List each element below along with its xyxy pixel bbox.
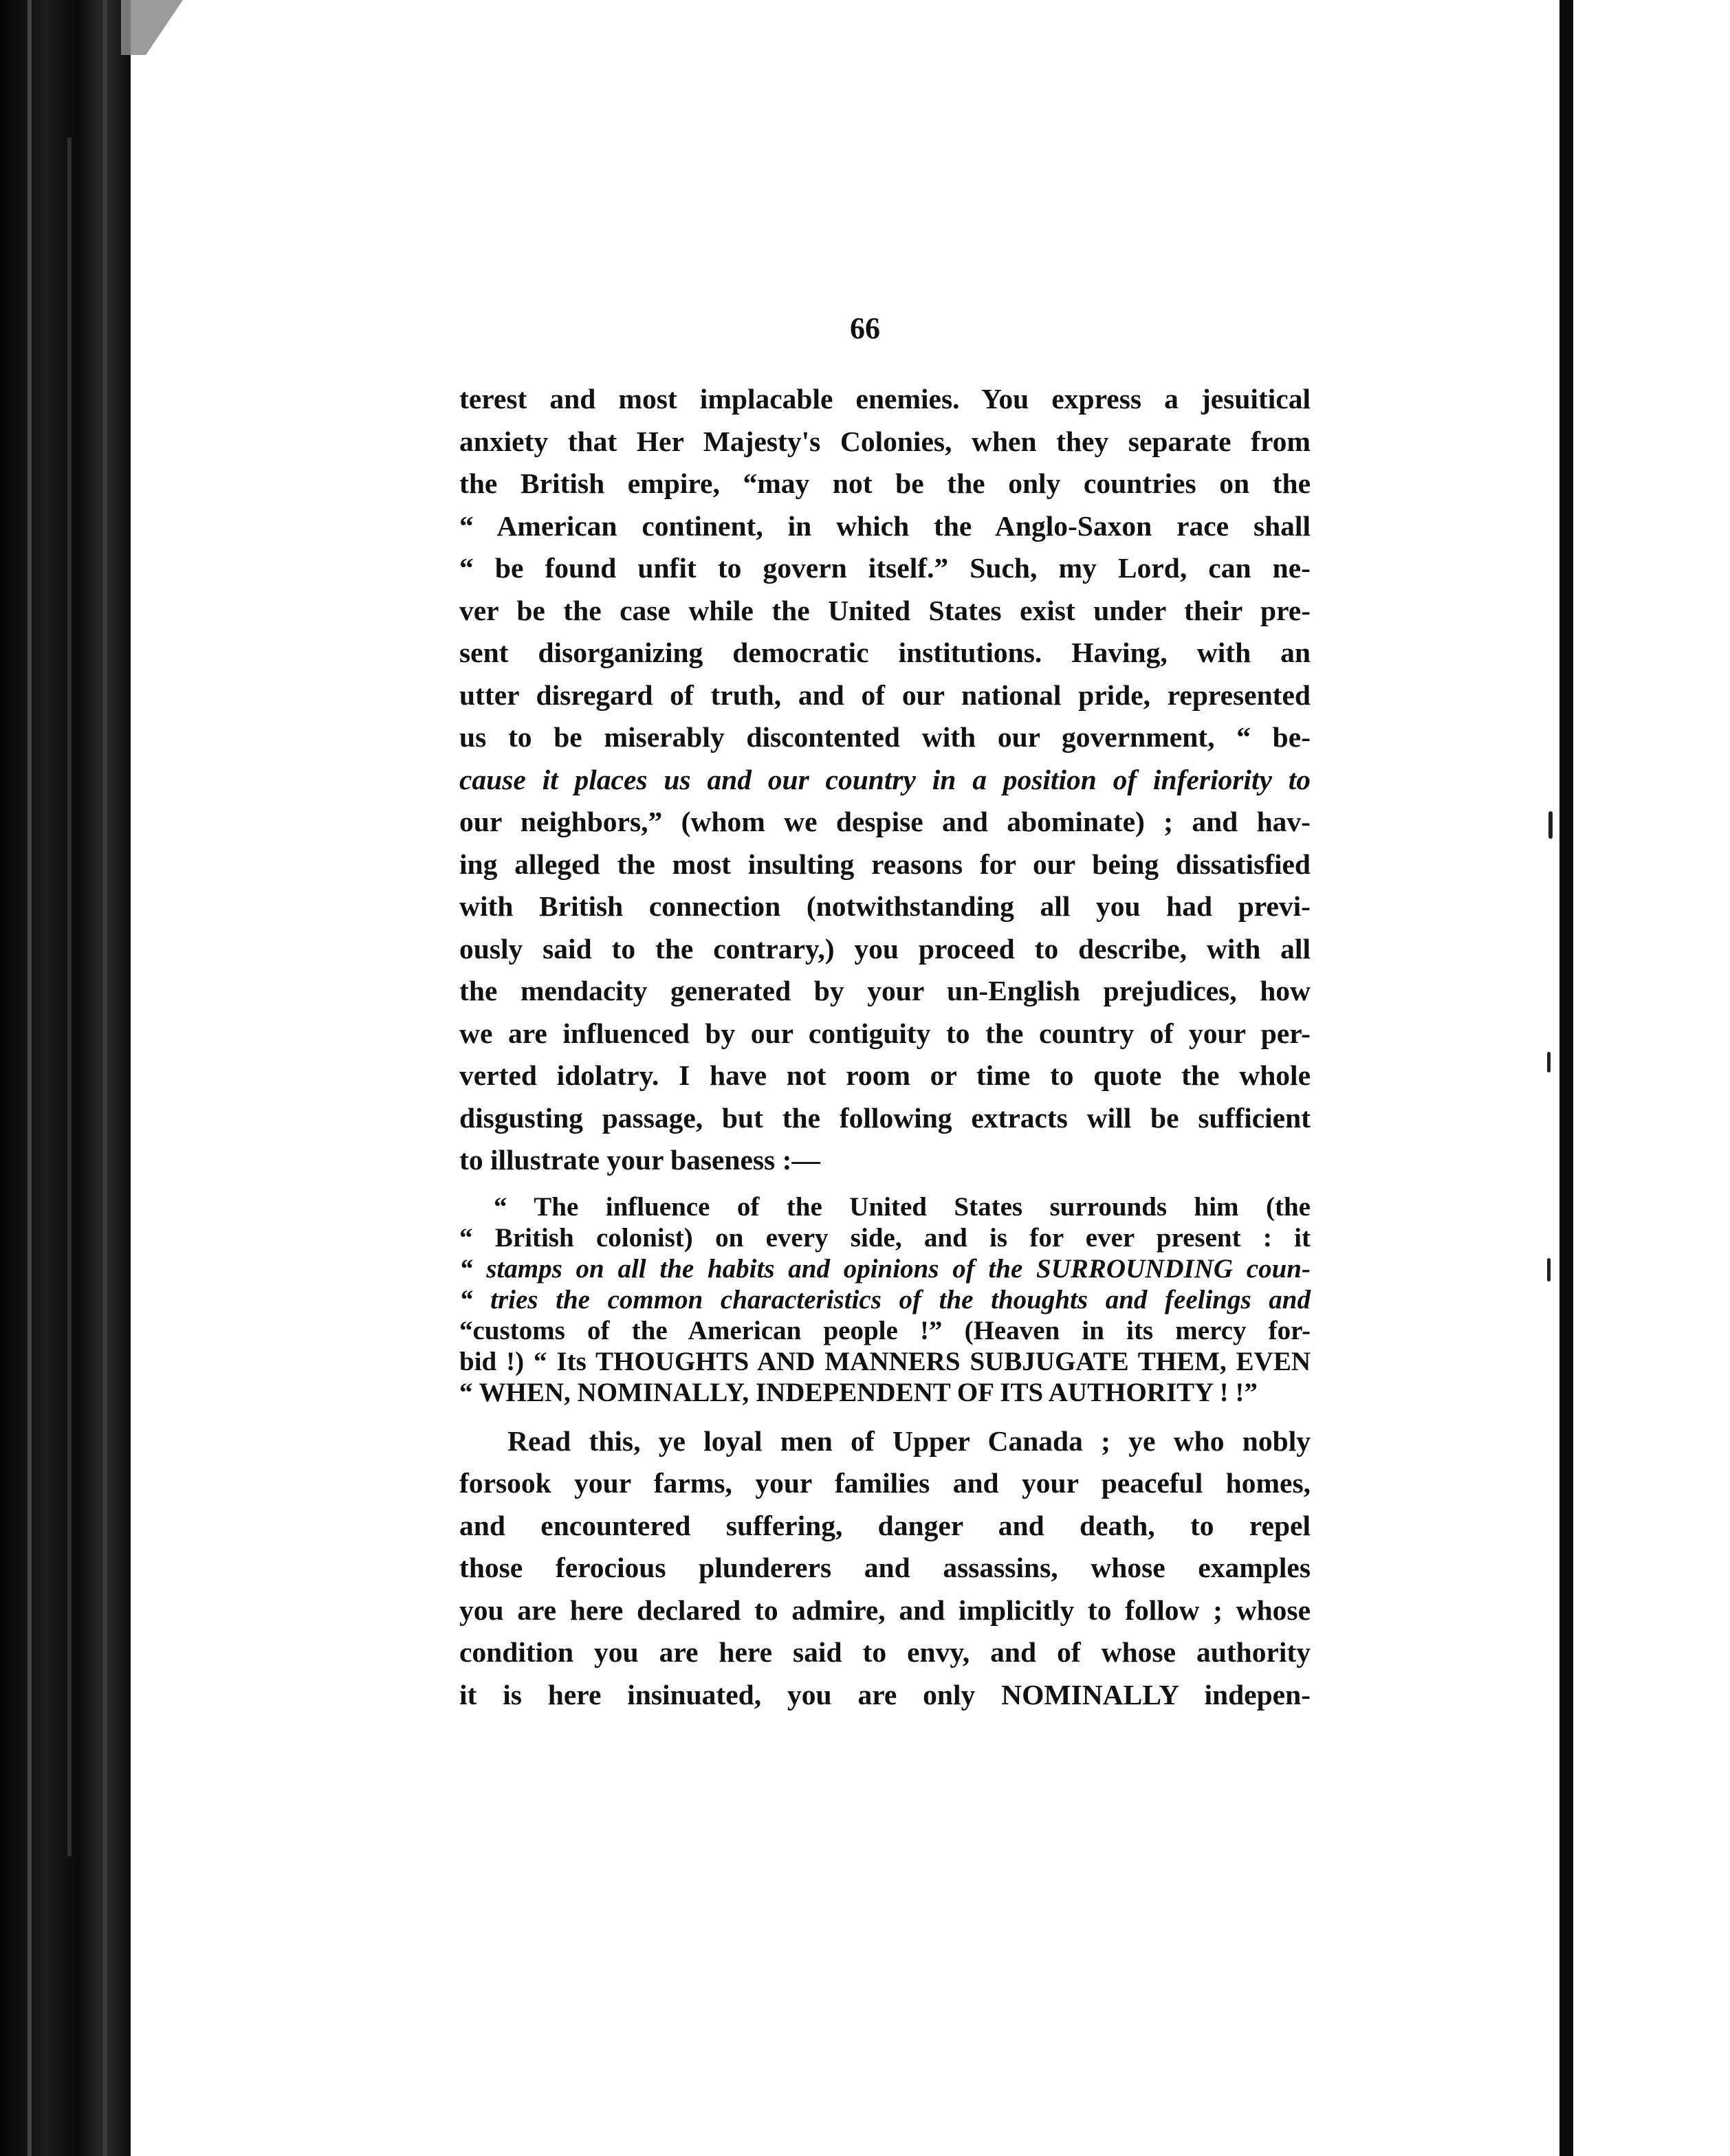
text-line: we are influenced by our contiguity to the country of your per- [459,1017,1311,1049]
text-line: to illustrate your baseness :— [459,1144,820,1176]
text-line: those ferocious plunderers and assassins, whose examples [459,1552,1311,1583]
margin-speck [1547,1258,1551,1282]
text-line: anxiety that Her Majesty's Colonies, when they separate from [459,425,1311,457]
text-line: sent disorganizing democratic institutions. Having, with an [459,637,1311,668]
text-line: utter disregard of truth, and of our national pride, represented [459,679,1311,711]
text-line: terest and most implacable enemies. You express a jesuitical [459,383,1311,415]
text-line: you are here declared to admire, and implicitly to follow ; whose [459,1594,1311,1626]
text-line: ver be the case while the United States exist under their pre- [459,594,1311,626]
quote-line: bid !) “ Its THOUGHTS AND MANNERS SUBJUGATE THEM, EVEN [459,1346,1311,1376]
page-corner-fold [121,0,183,55]
text-line: and encountered suffering, danger and death, to repel [459,1509,1311,1541]
text-line: ing alleged the most insulting reasons for our being dissatisfied [459,848,1311,880]
text-line: it is here insinuated, you are only NOMINALLY indepen- [459,1678,1311,1710]
text-line: forsook your farms, your families and your peaceful homes, [459,1467,1311,1499]
paragraph-2 [459,1420,1311,1717]
text-line: disgusting passage, but the following extracts will be sufficient [459,1101,1311,1134]
quote-line: “ tries the common characteristics of the thoughts and feelings and [459,1284,1311,1314]
text-line: us to be miserably discontented with our government, “ be- [459,721,1311,753]
text-line: Read this, ye loyal men of Upper Canada ; ye who nobly [507,1424,1311,1457]
quote-line: “ British colonist) on every side, and is for ever present : it [459,1222,1311,1253]
block-quote [459,1191,1311,1408]
quote-line: “customs of the American people !” (Heaven in its mercy for- [459,1315,1311,1345]
text-line: the British empire, “may not be the only countries on the [459,468,1311,499]
paragraph-1 [459,378,1311,1182]
quote-line: “ The influence of the United States surrounds him (the [494,1191,1311,1222]
body-text [459,378,1311,1716]
text-line: “ be found unfit to govern itself.” Such, my Lord, can ne- [459,552,1311,584]
margin-speck [1548,811,1553,839]
text-line: our neighbors,” (whom we despise and abominate) ; and hav- [459,806,1311,837]
text-line: with British connection (notwithstanding all you had previ- [459,890,1311,922]
quote-line: “ WHEN, NOMINALLY, INDEPENDENT OF ITS AUTHORITY ! !” [459,1377,1258,1407]
margin-speck [1547,1052,1551,1072]
text-line: verted idolatry. I have not room or time to quote the whole [459,1059,1311,1091]
text-line: “ American continent, in which the Anglo-Saxon race shall [459,509,1311,542]
quote-line: “ stamps on all the habits and opinions of the SURROUNDING coun- [459,1253,1311,1284]
text-line: ously said to the contrary,) you proceed to describe, with all [459,932,1311,965]
text-line: cause it places us and our country in a position of inferiority to [459,763,1311,795]
text-line: condition you are here said to envy, and of whose authority [459,1636,1311,1668]
page-number: 66 [850,311,880,345]
text-line: the mendacity generated by your un-English prejudices, how [459,975,1311,1006]
